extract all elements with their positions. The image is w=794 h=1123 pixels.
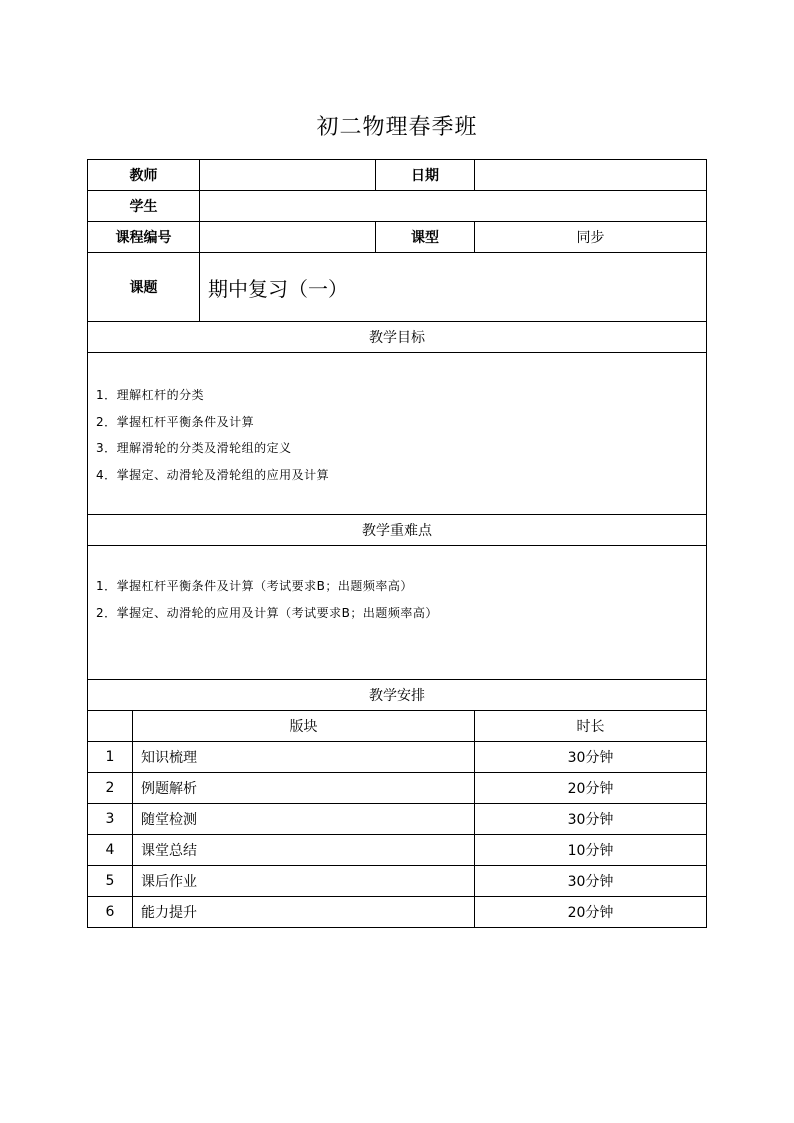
document-title: 初二物理春季班 <box>316 115 478 140</box>
course-no-label: 课程编号 <box>88 222 200 253</box>
objective-item: 3．理解滑轮的分类及滑轮组的定义 <box>96 441 292 455</box>
table-row <box>88 866 707 897</box>
subject-value: 期中复习（一） <box>200 253 707 322</box>
schedule-duration: 20分钟 <box>475 773 707 804</box>
schedule-module: 例题解析 <box>133 773 475 804</box>
schedule-heading: 教学安排 <box>88 680 707 711</box>
schedule-no: 2 <box>88 773 133 804</box>
schedule-no: 1 <box>88 742 133 773</box>
student-value[interactable] <box>200 191 707 222</box>
teacher-value[interactable] <box>200 160 376 191</box>
schedule-no: 4 <box>88 835 133 866</box>
schedule-duration: 20分钟 <box>475 897 707 928</box>
key-points-content-row <box>88 546 707 680</box>
teacher-row <box>88 160 707 191</box>
schedule-no: 6 <box>88 897 133 928</box>
subject-label: 课题 <box>88 253 200 322</box>
key-points-heading: 教学重难点 <box>88 515 707 546</box>
schedule-duration: 10分钟 <box>475 835 707 866</box>
table-row <box>88 742 707 773</box>
teacher-label: 教师 <box>88 160 200 191</box>
subject-row <box>88 253 707 322</box>
schedule-module: 课堂总结 <box>133 835 475 866</box>
objectives-heading-row <box>88 322 707 353</box>
date-label: 日期 <box>376 160 475 191</box>
schedule-header-blank <box>88 711 133 742</box>
key-point-item: 2．掌握定、动滑轮的应用及计算（考试要求B；出题频率高） <box>96 605 438 620</box>
student-row <box>88 191 707 222</box>
schedule-duration: 30分钟 <box>475 804 707 835</box>
schedule-duration: 30分钟 <box>475 866 707 897</box>
objectives-content-row <box>88 353 707 515</box>
schedule-heading-row <box>88 680 707 711</box>
course-no-value[interactable] <box>200 222 376 253</box>
key-points-heading-row <box>88 515 707 546</box>
date-value[interactable] <box>475 160 707 191</box>
objective-item: 2．掌握杠杆平衡条件及计算 <box>96 414 255 429</box>
objective-item: 1．理解杠杆的分类 <box>96 388 205 402</box>
course-type-value: 同步 <box>475 222 707 253</box>
objective-item: 4．掌握定、动滑轮及滑轮组的应用及计算 <box>96 467 330 482</box>
schedule-module: 随堂检测 <box>133 804 475 835</box>
schedule-duration: 30分钟 <box>475 742 707 773</box>
key-point-item: 1．掌握杠杆平衡条件及计算（考试要求B；出题频率高） <box>96 579 413 593</box>
schedule-no: 3 <box>88 804 133 835</box>
student-label: 学生 <box>88 191 200 222</box>
schedule-module: 能力提升 <box>133 897 475 928</box>
schedule-col-duration: 时长 <box>475 711 707 742</box>
table-row <box>88 835 707 866</box>
lesson-plan-table <box>87 159 707 928</box>
objectives-heading: 教学目标 <box>88 322 707 353</box>
schedule-module: 知识梳理 <box>133 742 475 773</box>
key-points-list <box>88 546 707 680</box>
table-row <box>88 773 707 804</box>
course-type-label: 课型 <box>376 222 475 253</box>
schedule-col-module: 版块 <box>133 711 475 742</box>
schedule-no: 5 <box>88 866 133 897</box>
table-row <box>88 897 707 928</box>
schedule-header-row <box>88 711 707 742</box>
objectives-list <box>88 353 707 515</box>
schedule-module: 课后作业 <box>133 866 475 897</box>
course-row <box>88 222 707 253</box>
table-row <box>88 804 707 835</box>
